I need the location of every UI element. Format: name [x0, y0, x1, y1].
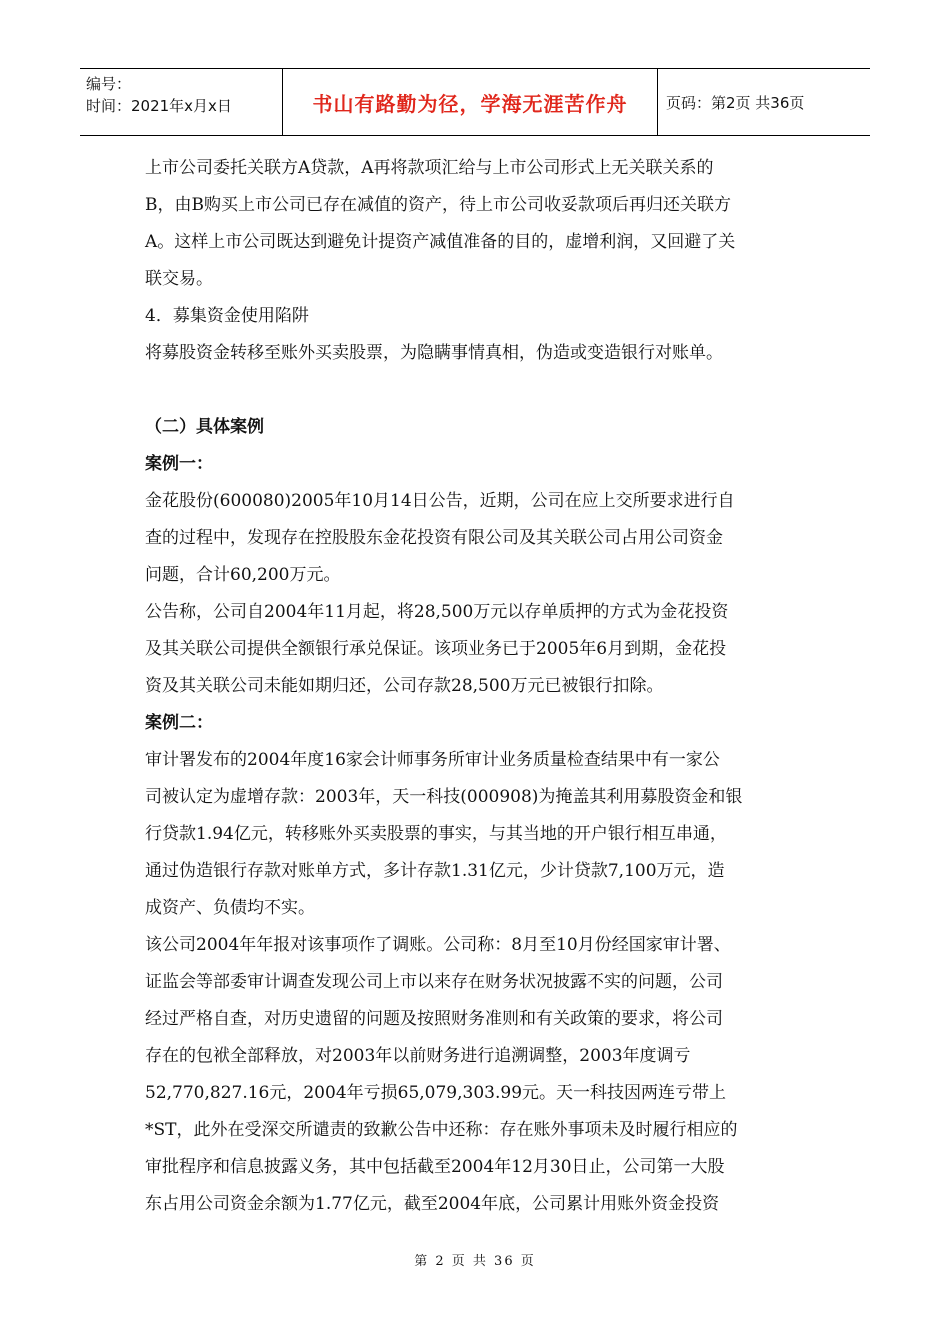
text-line: 审批程序和信息披露义务，其中包括截至2004年12月30日止，公司第一大股: [145, 1157, 725, 1177]
page-footer: 第 2 页 共 36 页: [414, 1254, 536, 1269]
text-line: 经过严格自查，对历史遗留的问题及按照财务准则和有关政策的要求，将公司: [145, 1009, 723, 1029]
text-line: 通过伪造银行存款对账单方式，多计存款1.31亿元，少计贷款7,100万元，造: [145, 861, 725, 881]
text-line: B，由B购买上市公司已存在减值的资产，待上市公司收妥款项后再归还关联方: [145, 195, 731, 215]
section-heading: 案例二：: [145, 713, 213, 733]
text-line: 52,770,827.16元，2004年亏损65,079,303.99元。天一科技因两连亏带上: [145, 1083, 727, 1103]
text-line: 成资产、负债均不实。: [145, 898, 315, 918]
number-label: 编号：: [86, 75, 132, 93]
text-line: A。这样上市公司既达到避免计提资产减值准备的目的，虚增利润，又回避了关: [145, 232, 736, 252]
text-line: 4．募集资金使用陷阱: [145, 306, 309, 326]
text-line: 及其关联公司提供全额银行承兑保证。该项业务已于2005年6月到期，金花投: [145, 639, 727, 659]
text-line: 将募股资金转移至账外买卖股票，为隐瞒事情真相，伪造或变造银行对账单。: [145, 343, 723, 363]
section-heading: 案例一：: [145, 454, 213, 474]
section-heading: （二）具体案例: [145, 417, 264, 437]
text-line: 公告称，公司自2004年11月起，将28,500万元以存单质押的方式为金花投资: [145, 602, 729, 622]
text-line: 审计署发布的2004年度16家会计师事务所审计业务质量检查结果中有一家公: [145, 750, 720, 770]
text-line: 联交易。: [145, 269, 213, 289]
time-label: 时间：2021年x月x日: [86, 97, 232, 115]
blank-line: [145, 372, 815, 409]
header-motto: 书山有路勤为径，学海无涯苦作舟: [283, 69, 658, 135]
text-line: 存在的包袱全部释放，对2003年以前财务进行追溯调整，2003年度调亏: [145, 1046, 691, 1066]
text-line: 查的过程中，发现存在控股股东金花投资有限公司及其关联公司占用公司资金: [145, 528, 723, 548]
header-page-info: 页码：第2页 共36页: [666, 93, 805, 112]
text-line: 行贷款1.94亿元，转移账外买卖股票的事实，与其当地的开户银行相互串通，: [145, 824, 727, 844]
text-line: 该公司2004年年报对该事项作了调账。公司称：8月至10月份经国家审计署、: [145, 935, 731, 955]
text-line: 金花股份(600080)2005年10月14日公告，近期，公司在应上交所要求进行自: [145, 491, 735, 511]
text-line: 司被认定为虚增存款：2003年，天一科技(000908)为掩盖其利用募股资金和银: [145, 787, 743, 807]
document-body: [145, 150, 815, 1223]
text-line: *ST，此外在受深交所谴责的致歉公告中还称：存在账外事项未及时履行相应的: [145, 1120, 738, 1140]
header-meta: [80, 69, 283, 135]
text-line: 问题，合计60,200万元。: [145, 565, 341, 585]
text-line: 证监会等部委审计调查发现公司上市以来存在财务状况披露不实的问题，公司: [145, 972, 723, 992]
text-line: 东占用公司资金余额为1.77亿元，截至2004年底，公司累计用账外资金投资: [145, 1194, 720, 1214]
text-line: 上市公司委托关联方A贷款，A再将款项汇给与上市公司形式上无关联关系的: [145, 158, 714, 178]
page-header: [80, 68, 870, 136]
text-line: 资及其关联公司未能如期归还，公司存款28,500万元已被银行扣除。: [145, 676, 664, 696]
